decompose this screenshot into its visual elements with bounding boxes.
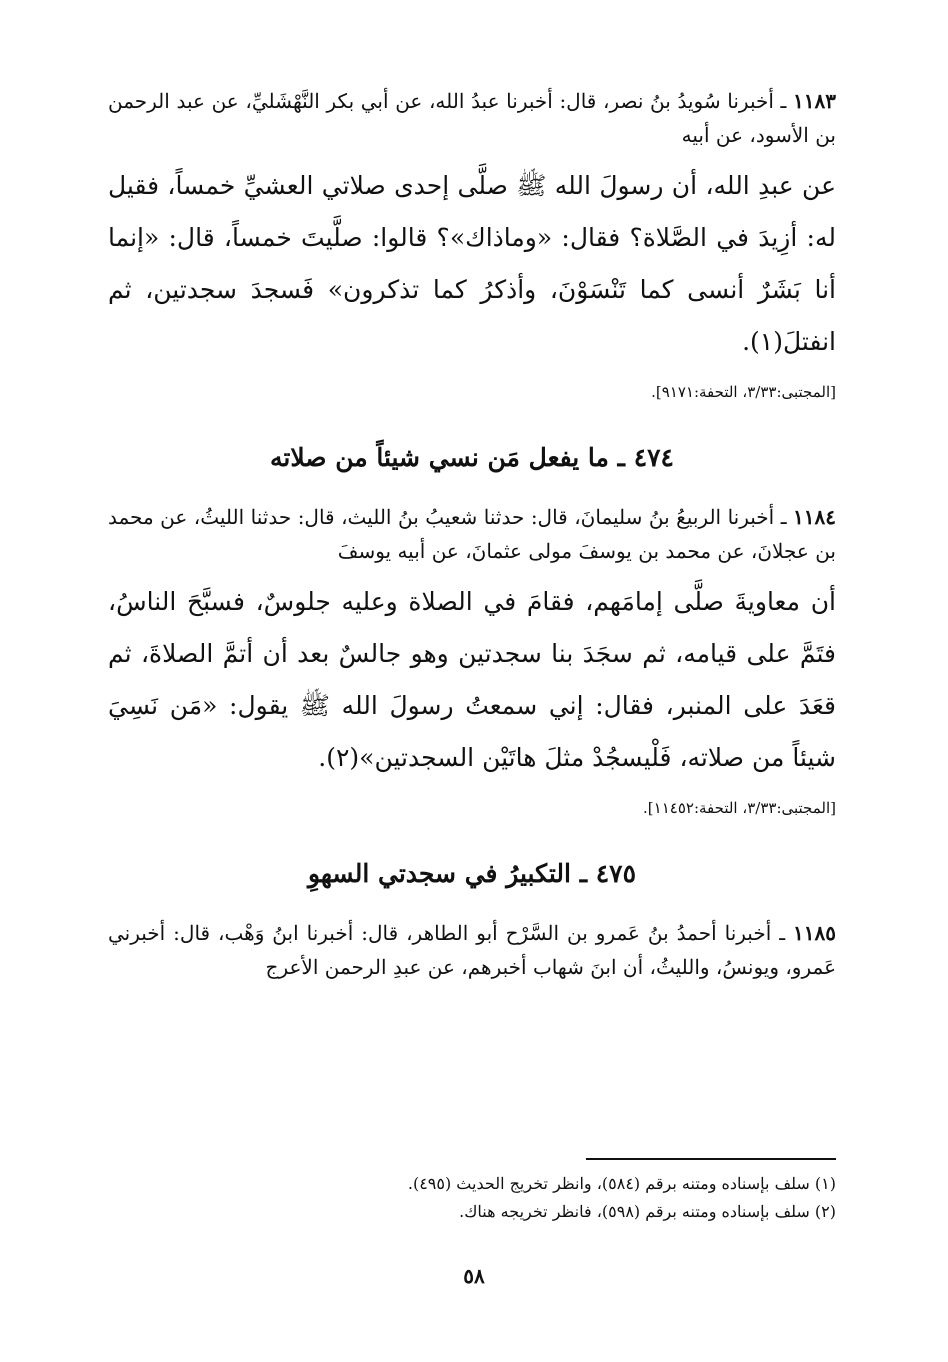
page-body (108, 84, 836, 984)
hadith-1183-reference: [المجتبى:٣/٣٣، التحفة:٩١٧١]. (651, 383, 836, 401)
hadith-1185-isnad-text: ـ أخبرنا أحمدُ بنُ عَمرو بن السَّرْح أبو الطاهر، قال: أخبرنا ابنُ وَهْب، قال: أخبرني عَمرو، ويونسُ، والليثُ، أن ابنَ شهاب أخبرهم، عن عبدِ الرحمن الأعرج (108, 921, 836, 979)
hadith-1184-isnad (108, 500, 836, 568)
hadith-1184-isnad-text: ـ أخبرنا الربيعُ بنُ سليمانَ، قال: حدثنا شعيبُ بنُ الليث، قال: حدثنا الليثُ، عن محمد بن عجلانَ، عن محمد بن يوسفَ مولى عثمانَ، عن أبيه يوسفَ (108, 505, 836, 563)
hadith-1184-matn: أن معاويةَ صلَّى إمامَهم، فقامَ في الصلاة وعليه جلوسٌ، فسبَّحَ الناسُ، فتَمَّ على قيامه، ثم سجَدَ بنا سجدتين وهو جالسٌ بعد أن أتمَّ الصلاةَ، ثم قعَدَ على المنبر، فقال: إني سمعتُ رسولَ الله ﷺ يقول: «مَن نَسِيَ شيئاً من صلاته، فَلْيسجُدْ مثلَ هاتَيْن السجدتين»(٢). (108, 587, 836, 772)
footnote-2: (٢) سلف بإسناده ومتنه برقم (٥٩٨)، فانظر تخريجه هناك. (459, 1202, 836, 1221)
hadith-1183-number: ١١٨٣ (793, 89, 836, 113)
hadith-1184-number: ١١٨٤ (793, 505, 836, 529)
footnote-1: (١) سلف بإسناده ومتنه برقم (٥٨٤)، وانظر تخريج الحديث (٤٩٥). (407, 1174, 836, 1193)
hadith-1184-reference: [المجتبى:٣/٣٣، التحفة:١١٤٥٢]. (643, 799, 836, 817)
chapter-heading-475: ٤٧٥ ـ التكبيرُ في سجدتي السهوِ (307, 859, 637, 888)
hadith-1183-isnad (108, 84, 836, 152)
footnote-divider (586, 1158, 836, 1160)
chapter-heading-474: ٤٧٤ ـ ما يفعل مَن نسي شيئاً من صلاته (270, 443, 674, 472)
page-number: ٥٨ (463, 1264, 485, 1288)
hadith-1185-isnad (108, 916, 836, 984)
hadith-1185-number: ١١٨٥ (793, 921, 836, 945)
footnotes (108, 1158, 836, 1226)
hadith-1183-matn: عن عبدِ الله، أن رسولَ الله ﷺ صلَّى إحدى صلاتي العشيِّ خمساً، فقيل له: أزِيدَ في الصَّلاة؟ فقال: «وماذاك»؟ قالوا: صلَّيتَ خمساً، قال: «إنما أنا بَشَرٌ أنسى كما تَنْسَوْنَ، وأذكرُ كما تذكرون» فَسجدَ سجدتين، ثم انفتلَ(١). (108, 171, 836, 356)
hadith-1183-isnad-text: ـ أخبرنا سُويدُ بنُ نصر، قال: أخبرنا عبدُ الله، عن أبي بكر النَّهْشَليِّ، عن عبد الرحمن بن الأسود، عن أبيه (108, 89, 836, 147)
